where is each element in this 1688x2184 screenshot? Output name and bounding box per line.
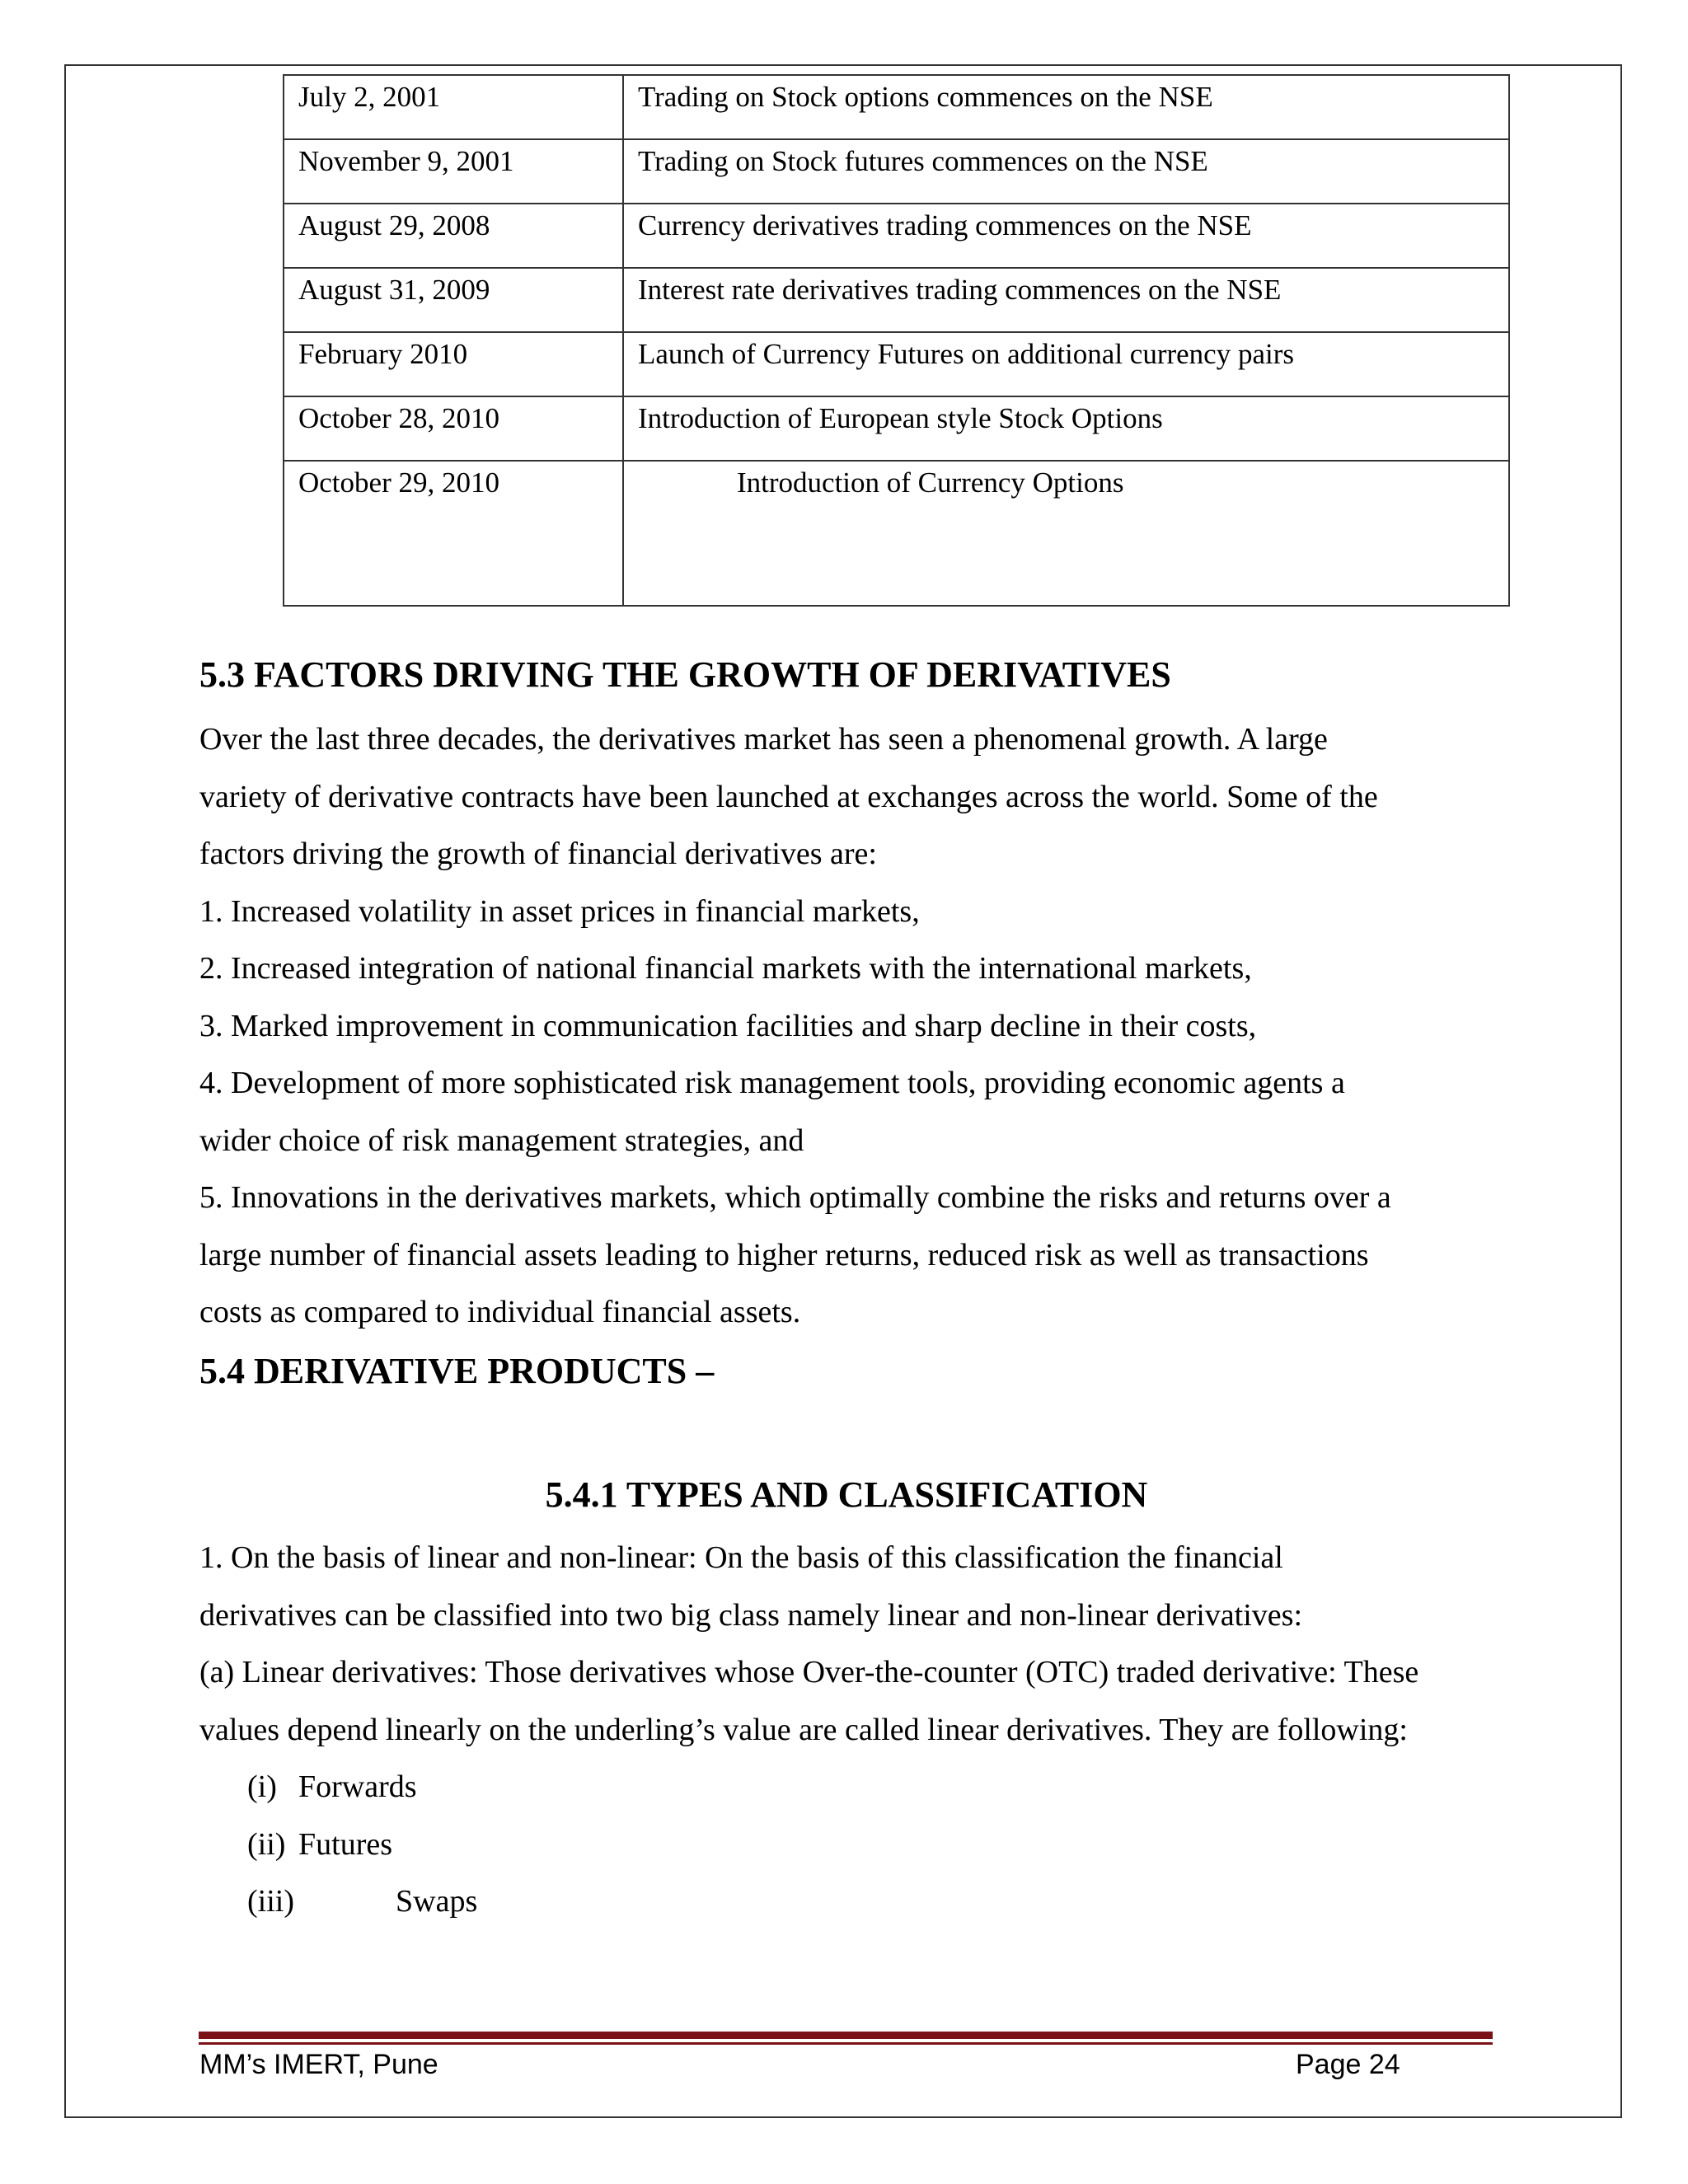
table-row bbox=[284, 139, 1509, 204]
paragraph-line: 1. On the basis of linear and non-linear: On the basis of this classification the financial bbox=[199, 1540, 1283, 1575]
list-numeral: (i) bbox=[247, 1769, 277, 1804]
section-5-4 bbox=[199, 1352, 1518, 1391]
event-cell: Currency derivatives trading commences on the NSE bbox=[623, 204, 1509, 268]
date-cell: October 28, 2010 bbox=[284, 396, 623, 461]
subsection-5-4-1 bbox=[199, 1475, 1493, 1515]
paragraph-line: values depend linearly on the underling’s value are called linear derivatives. They are following: bbox=[199, 1712, 1408, 1747]
date-cell: November 9, 2001 bbox=[284, 139, 623, 204]
paragraph-line: factors driving the growth of financial derivatives are: bbox=[199, 837, 877, 871]
table-row bbox=[284, 268, 1509, 332]
list-item-continuation: large number of financial assets leading to higher returns, reduced risk as well as transactions bbox=[199, 1237, 1369, 1272]
list-item: 1. Increased volatility in asset prices in financial markets, bbox=[199, 893, 920, 929]
section-heading: 5.3 FACTORS DRIVING THE GROWTH OF DERIVATIVES bbox=[199, 654, 1171, 695]
list-numeral: (iii) bbox=[247, 1884, 294, 1919]
list-item: 4. Development of more sophisticated risk management tools, providing economic agents a bbox=[199, 1066, 1345, 1100]
date-cell: July 2, 2001 bbox=[284, 75, 623, 139]
list-label: Forwards bbox=[298, 1769, 417, 1804]
page-number: Page 24 bbox=[1296, 2049, 1400, 2080]
section-5-3 bbox=[199, 655, 1518, 695]
section-5-4-body bbox=[199, 1530, 1518, 1931]
event-cell: Interest rate derivatives trading commences on the NSE bbox=[623, 268, 1509, 332]
table-row bbox=[284, 332, 1509, 396]
table-row bbox=[284, 396, 1509, 461]
timeline-table bbox=[283, 74, 1510, 607]
footer-institution: MM’s IMERT, Pune bbox=[199, 2049, 438, 2080]
list-numeral: (ii) bbox=[247, 1826, 286, 1862]
event-cell: Introduction of European style Stock Options bbox=[623, 396, 1509, 461]
table-row bbox=[284, 204, 1509, 268]
table-row bbox=[284, 461, 1509, 606]
subsection-heading: 5.4.1 TYPES AND CLASSIFICATION bbox=[545, 1474, 1148, 1515]
list-label: Swaps bbox=[396, 1884, 478, 1919]
list-item: 5. Innovations in the derivatives markets, which optimally combine the risks and returns over a bbox=[199, 1180, 1391, 1215]
list-item-continuation: costs as compared to individual financial assets. bbox=[199, 1295, 801, 1329]
section-5-3-body bbox=[199, 711, 1518, 1342]
list-item bbox=[199, 1816, 1518, 1874]
list-label: Futures bbox=[298, 1826, 392, 1862]
event-cell: Introduction of Currency Options bbox=[623, 461, 1509, 606]
date-cell: August 31, 2009 bbox=[284, 268, 623, 332]
list-item: 2. Increased integration of national financial markets with the international markets, bbox=[199, 951, 1252, 986]
list-item-continuation: wider choice of risk management strategies, and bbox=[199, 1122, 804, 1158]
paragraph-line: Over the last three decades, the derivatives market has seen a phenomenal growth. A large bbox=[199, 722, 1328, 757]
date-cell: August 29, 2008 bbox=[284, 204, 623, 268]
paragraph-line: variety of derivative contracts have been launched at exchanges across the world. Some of the bbox=[199, 779, 1378, 814]
event-cell: Trading on Stock options commences on the NSE bbox=[623, 75, 1509, 139]
list-item bbox=[199, 1873, 1518, 1931]
event-cell: Trading on Stock futures commences on the NSE bbox=[623, 139, 1509, 204]
event-cell: Launch of Currency Futures on additional currency pairs bbox=[623, 332, 1509, 396]
list-item bbox=[199, 1759, 1518, 1816]
list-item: 3. Marked improvement in communication facilities and sharp decline in their costs, bbox=[199, 1008, 1257, 1043]
section-heading: 5.4 DERIVATIVE PRODUCTS – bbox=[199, 1351, 715, 1391]
date-cell: October 29, 2010 bbox=[284, 461, 623, 606]
table-row bbox=[284, 75, 1509, 139]
footer-rule bbox=[199, 2042, 1493, 2045]
footer-rule bbox=[199, 2032, 1493, 2039]
date-cell: February 2010 bbox=[284, 332, 623, 396]
paragraph-line: (a) Linear derivatives: Those derivatives whose Over-the-counter (OTC) traded derivative: These bbox=[199, 1655, 1419, 1690]
paragraph-line: derivatives can be classified into two big class namely linear and non-linear derivatives: bbox=[199, 1597, 1302, 1633]
